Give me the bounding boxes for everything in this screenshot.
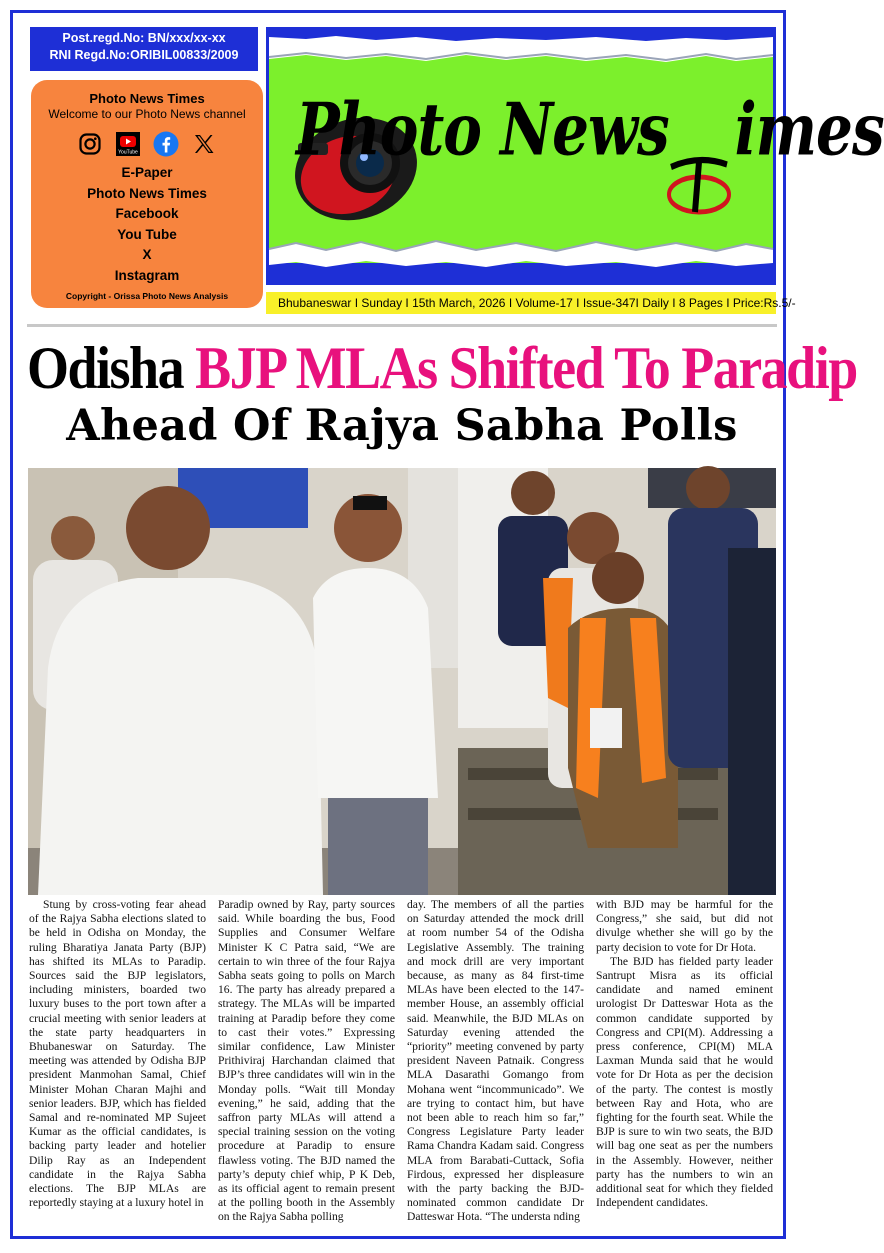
rni-regd-number: RNI Regd.No:ORIBIL00833/2009 — [49, 48, 239, 62]
masthead-title-part1: Photo News — [296, 87, 669, 172]
masthead-title-part2: imes — [734, 87, 884, 172]
masthead — [266, 27, 884, 285]
instagram-icon[interactable] — [78, 132, 102, 156]
headline-pink: BJP MLAs Shifted To Paradip — [195, 334, 857, 402]
masthead-title — [296, 87, 884, 172]
news-photo — [28, 468, 776, 895]
article-column-3 — [407, 898, 584, 1224]
headline-black: Odisha — [27, 334, 184, 402]
social-icons — [31, 132, 263, 156]
torn-paper-bottom — [266, 233, 776, 285]
card-title: Photo News Times — [89, 91, 205, 106]
article-paragraph: Paradip owned by Ray, party sources said. While boarding the bus, Food Supplies and Consumer Welfare Minister K C Patra said, “We are certain to win three of the four Rajya Sabha seats going to polls on March 16. The party has already prepared a strategy. The MLAs will be imparted training at Paradip before they come to cast their votes.” Expressing similar confidence, Law Minister Prithiviraj Harchandan claimed that BJP’s three candidates will win in the Monday polls. “Wait till Monday evening,” he said, adding that the saffron party MLAs will attend a special training session on the voting procedure at Paradip to ensure flawless voting. The BJD named the party’s deputy chief whip, P K Deb, as its official agent to remain present at the polling booth in the Assembly on the Rajya Sabha polling — [218, 898, 395, 1224]
link-youtube[interactable]: You Tube — [117, 226, 177, 242]
article-paragraph: The BJD has fielded party leader Santrupt Misra as its official candidate and named eminent urologist Dr Datteswar Hota as the common candidate supported by Congress and CPI(M). Addressing a press conference, CPI(M) MLA Laxman Munda said that he would vote for Dr Hota as per the decision of the party. The contest is mostly between Ray and Hota, who are fighting for the fourth seat. While the BJP is sure to win two seats, the BJD will bag one seat as per the numbers in the Assembly. However, neither party has the numbers to win an additional seat for which they fielded Independent candidates. — [596, 954, 773, 1210]
article-paragraph: with BJD may be harmful for the Congress,” she said, but did not divulge whether she will go by the party decision to vote for Dr Hota. — [596, 898, 773, 954]
youtube-icon-caption: YouTube — [118, 149, 138, 156]
post-regd-number: Post.regd.No: BN/xxx/xx-xx — [62, 31, 226, 45]
torn-paper-top — [266, 27, 776, 71]
link-photo-news-times[interactable]: Photo News Times — [87, 185, 207, 201]
article-body — [29, 898, 775, 1224]
social-card — [31, 80, 263, 308]
youtube-icon[interactable] — [116, 132, 140, 156]
article-paragraph: Stung by cross-voting fear ahead of the Rajya Sabha elections slated to be held in Odisha on Monday, the ruling Bharatiya Janata Party (BJP) has shifted its MLAs to Paradip. Sources said the BJP legislators, including ministers, boarded two luxury buses to the port town after a crucial meeting with senior leaders at the state party headquarters in Bhubaneswar on Saturday. The meeting was attended by Odisha BJP president Manmohan Samal, Chief Minister Mohan Charan Majhi and senior leaders. BJP, which has fielded Samal and re-nominated MP Sujeet Kumar as the official candidates, is backing party leader and hotelier Dilip Ray as an Independent candidate in the Rajya Sabha elections. The BJP MLAs are reportedly staying at a luxury hotel in — [29, 898, 206, 1210]
link-facebook[interactable]: Facebook — [115, 206, 179, 221]
article-column-1 — [29, 898, 206, 1220]
link-instagram[interactable]: Instagram — [114, 267, 180, 283]
dateline: Bhubaneswar I Sunday I 15th March, 2026 I Volume-17 I Issue-347I Daily I 8 Pages I Price:Rs.5/- — [266, 292, 776, 314]
card-links — [31, 163, 263, 286]
x-icon[interactable] — [192, 132, 216, 156]
registration-box — [30, 27, 258, 71]
divider — [27, 324, 777, 327]
article-column-4 — [596, 898, 773, 1220]
card-copyright: Copyright - Orissa Photo News Analysis — [65, 291, 229, 301]
facebook-icon[interactable] — [154, 132, 178, 156]
article-paragraph: day. The members of all the parties on Saturday attended the mock drill at room number 54 of the Odisha Legislative Assembly. The training and mock drill are very important because, as many as 84 first-time MLAs have been elected to the 147-member House, an assembly official said. Meanwhile, the BJD MLAs on Saturday evening attended the “priority” meeting convened by party president Naveen Patnaik. Congress MLA Dasarathi Gomango from Mohana went “incommunicado”. We are trying to contact him, but have not been able to reach him so far,” Congress Legislature Party leader Rama Chandra Kadam said. Congress MLA from Barabati-Cuttack, Sofia Firdous, expressed her displeasure with the party backing the BJD-nominated common candidate Dr Datteswar Hota. “The understa nding — [407, 898, 584, 1224]
headline-line2: Ahead Of Rajya Sabha Polls — [66, 401, 738, 451]
card-welcome: Welcome to our Photo News channel — [48, 107, 246, 121]
article-column-2 — [218, 898, 395, 1224]
link-x[interactable]: X — [142, 247, 152, 262]
link-e-paper[interactable]: E-Paper — [121, 165, 173, 180]
